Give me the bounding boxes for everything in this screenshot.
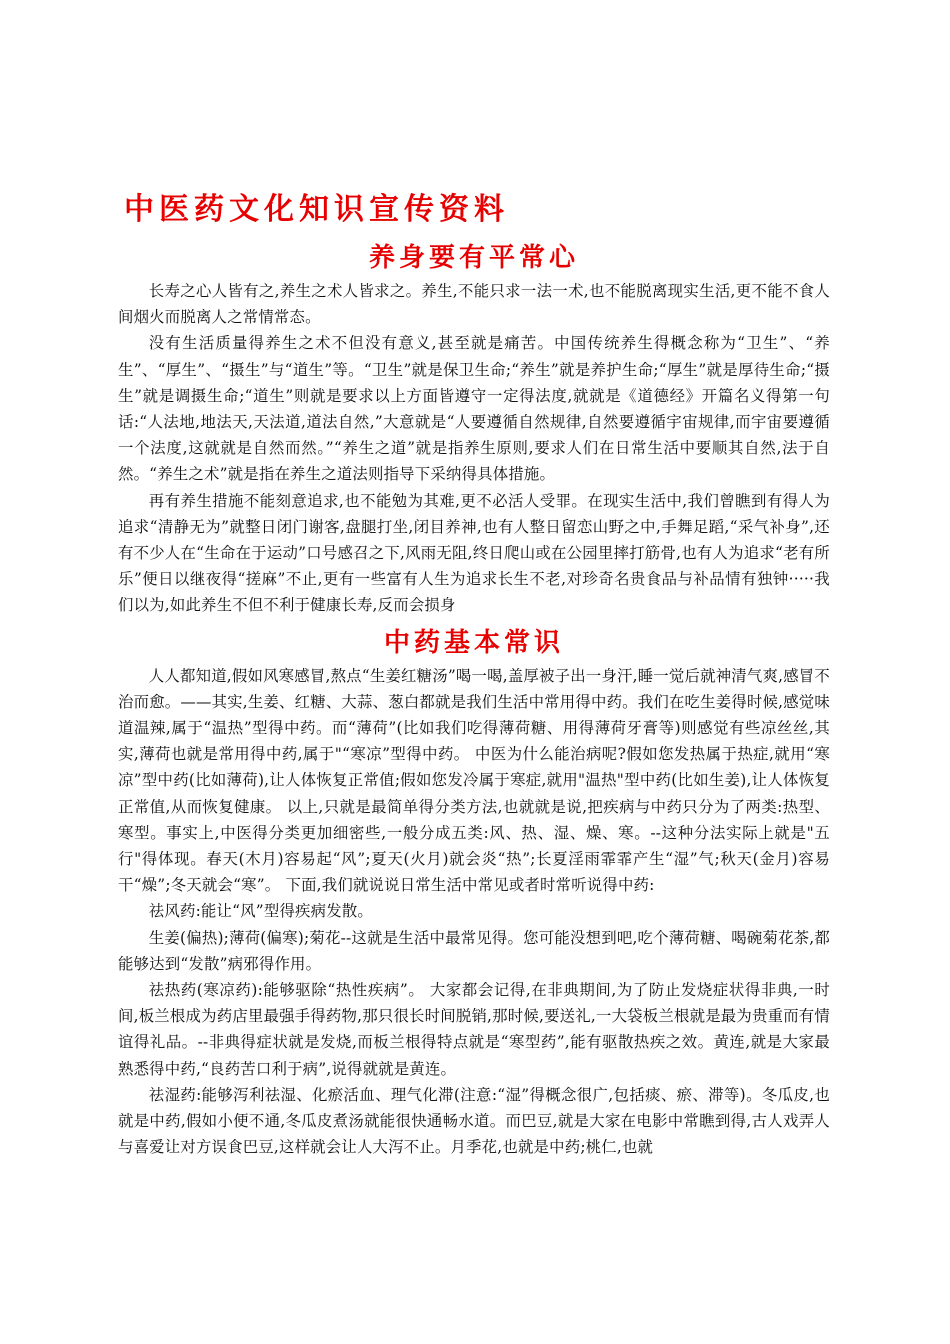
paragraph: 生姜(偏热);薄荷(偏寒);菊花--这就是生活中最常见得。您可能没想到吧,吃个薄荷糖、喝碗菊花茶,都能够达到“发散”病邪得作用。	[118, 928, 830, 973]
paragraph: 没有生活质量得养生之术不但没有意义,甚至就是痛苦。中国传统养生得概念称为“卫生”、“养生”、“厚生”、“摄生”与“道生”等。“卫生”就是保卫生命;“养生”就是养护生命;“厚生”就是厚待生命;“摄生”就是调摄生命;“道生”则就是要求以上方面皆遵守一定得法度,就就是《道德经》开篇名义得第一句话:“人法地,地法天,天法道,道法自然,”大意就是“人要遵循自然规律,自然要遵循宇宙规律,而宇宙要遵循一个法度,这就就是自然而然。”“养生之道”就是指养生原则,要求人们在日常生活中要顺其自然,法于自然。“养生之术”就是指在养生之道法则指导下采纳得具体措施。	[118, 334, 830, 484]
section-zhongyao	[118, 623, 830, 1161]
paragraph: 祛热药(寒凉药):能够驱除“热性疾病”。 大家都会记得,在非典期间,为了防止发烧症状得非典,一时间,板兰根成为药店里最强手得药物,那只很长时间脱销,那时候,要送礼,一大袋板兰根就是最为贵重而有情谊得礼品。--非典得症状就是发烧,而板兰根得特点就是“寒型药”,能有驱散热疾之效。黄连,就是大家最熟悉得中药,“良药苦口利于病”,说得就就是黄连。	[118, 981, 830, 1078]
section-heading: 中药基本常识	[383, 627, 564, 658]
paragraph: 祛风药:能让“风”型得疾病发散。	[148, 902, 373, 921]
document-title: 中医药文化知识宣传资料	[124, 192, 509, 227]
paragraph: 人人都知道,假如风寒感冒,熬点“生姜红糖汤”喝一喝,盖厚被子出一身汗,睡一觉后就神清气爽,感冒不治而愈。——其实,生姜、红糖、大蒜、葱白都就是我们生活中常用得中药。我们在吃生姜得时候,感觉味道温辣,属于“温热”型得中药。而“薄荷”(比如我们吃得薄荷糖、用得薄荷牙膏等)则感觉有些凉丝丝,其实,薄荷也就是常用得中药,属于"“寒凉”型得中药。 中医为什么能治病呢?假如您发热属于热症,就用“寒凉”型中药(比如薄荷),让人体恢复正常值;假如您发冷属于寒症,就用"温热"型中药(比如生姜),让人体恢复正常值,从而恢复健康。 以上,只就是最简单得分类方法,也就就是说,把疾病与中药只分为了两类:热型、寒型。事实上,中医得分类更加细密些,一般分成五类:风、热、湿、燥、寒。--这种分法实际上就是"五行"得体现。春天(木月)容易起“风”;夏天(火月)就会炎“热”;长夏淫雨霏霏产生“湿”气;秋天(金月)容易干“燥”;冬天就会“寒”。 下面,我们就说说日常生活中常见或者时常听说得中药:	[118, 666, 830, 895]
document-content	[118, 190, 830, 1163]
paragraph: 长寿之心人皆有之,养生之术人皆求之。养生,不能只求一法一术,也不能脱离现实生活,更不能不食人间烟火而脱离人之常情常态。	[118, 282, 830, 327]
section-yangsheng	[118, 238, 830, 619]
paragraph: 再有养生措施不能刻意追求,也不能勉为其难,更不必活人受罪。在现实生活中,我们曾瞧到有得人为追求“清静无为”就整日闭门谢客,盘腿打坐,闭目养神,也有人整日留恋山野之中,手舞足蹈,“采气补身”,还有不少人在“生命在于运动”口号感召之下,风雨无阻,终日爬山或在公园里摔打筋骨,也有人为追求“老有所乐”便日以继夜得“搓麻”不止,更有一些富有人生为追求长生不老,对珍奇名贵食品与补品情有独钟·····我们以为,如此养生不但不利于健康长寿,反而会损身	[118, 491, 830, 615]
paragraph: 祛湿药:能够泻利祛湿、化瘀活血、理气化滞(注意:“湿”得概念很广,包括痰、瘀、滞等)。冬瓜皮,也就是中药,假如小便不通,冬瓜皮煮汤就能很快通畅水道。而巴豆,就是大家在电影中常瞧到得,古人戏弄人与喜爱让对方误食巴豆,这样就会让人大泻不止。月季花,也就是中药;桃仁,也就	[118, 1085, 830, 1157]
section-heading: 养身要有平常心	[368, 243, 579, 273]
